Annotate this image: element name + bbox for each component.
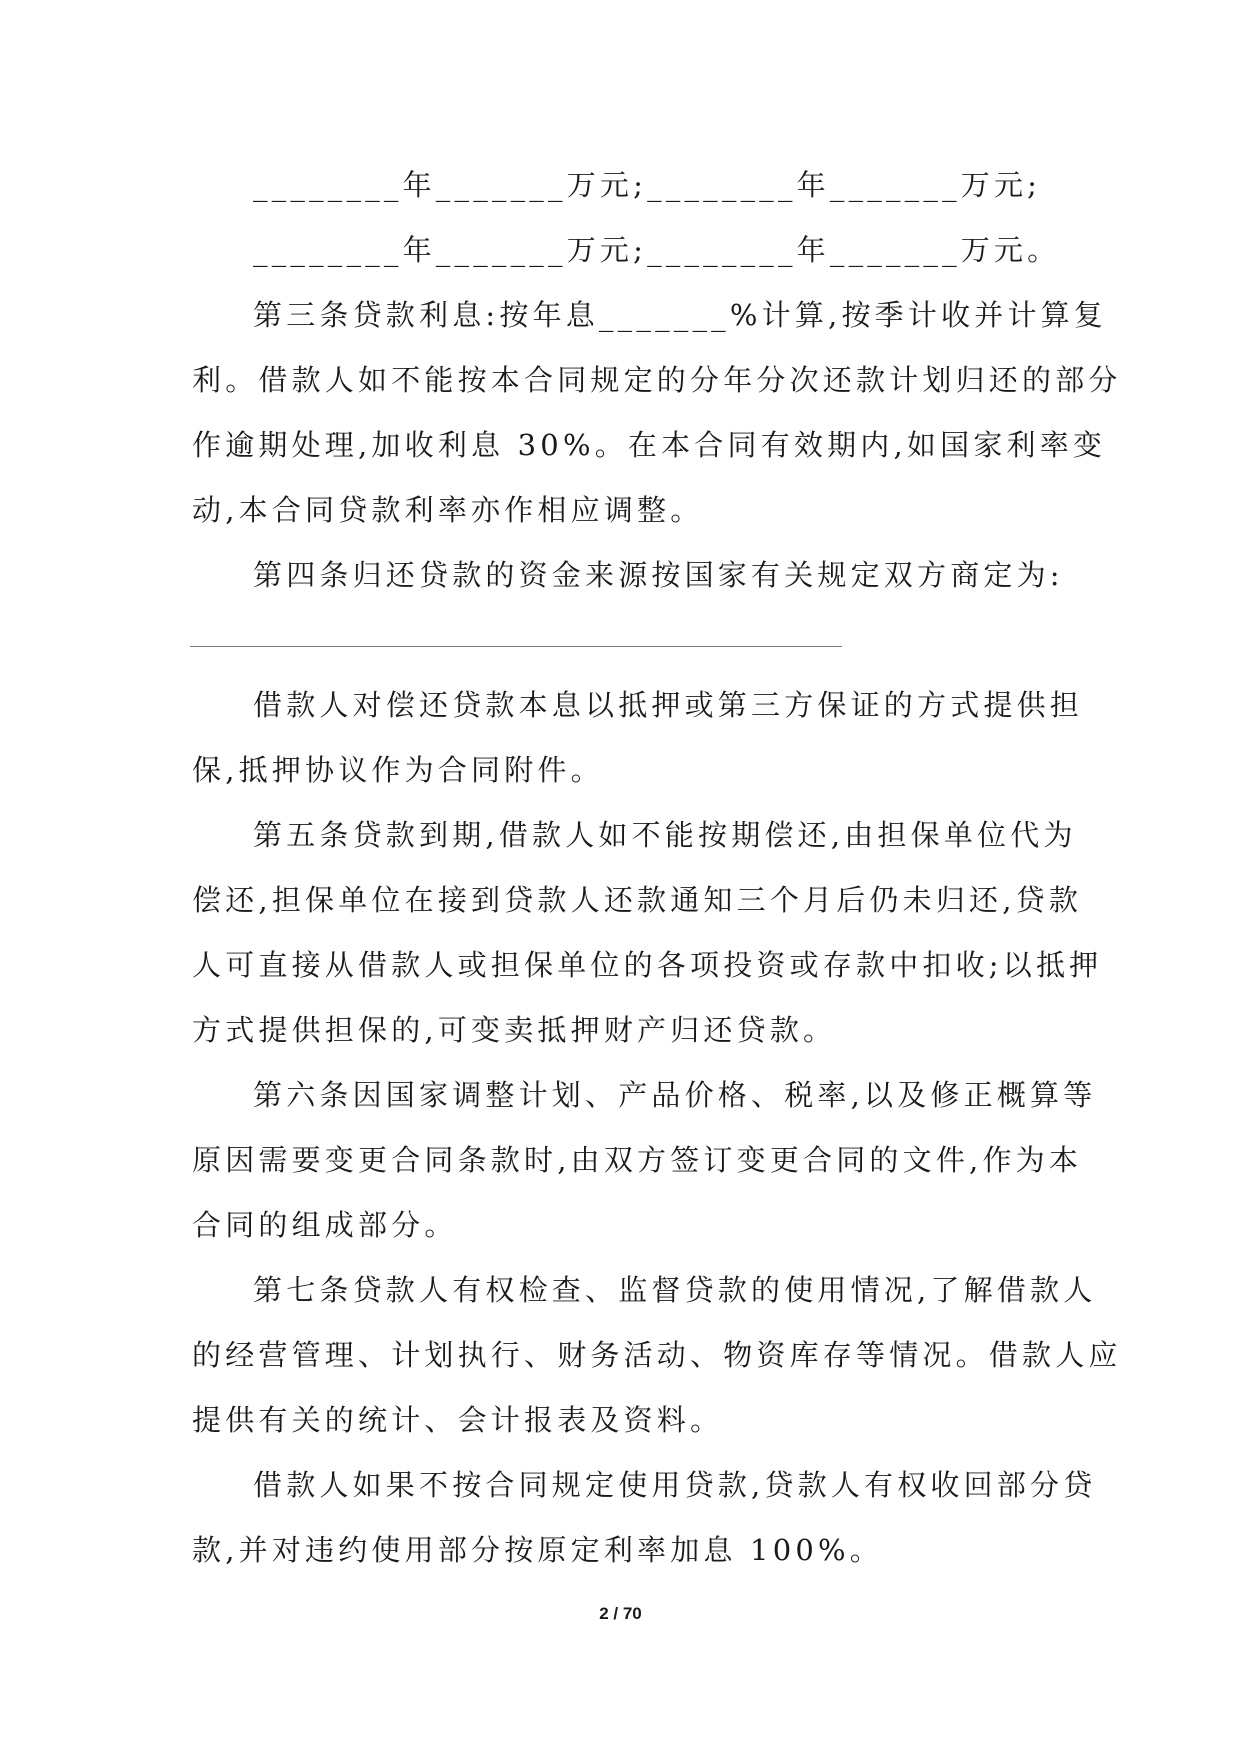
article-3-line-1: 第三条贷款利息:按年息_______%计算,按季计收并计算复 — [253, 298, 1108, 332]
article-6-line-2: 原因需要变更合同条款时,由双方签订变更合同的文件,作为本 — [192, 1143, 1083, 1177]
article-3-line-4: 动,本合同贷款利率亦作相应调整。 — [192, 493, 704, 527]
article-5-line-1: 第五条贷款到期,借款人如不能按期偿还,由担保单位代为 — [253, 818, 1077, 852]
article-5-line-4: 方式提供担保的,可变卖抵押财产归还贷款。 — [192, 1013, 837, 1047]
article-3-line-2: 利。借款人如不能按本合同规定的分年分次还款计划归还的部分 — [192, 363, 1122, 397]
repayment-schedule-line-1: ________年_______万元;________年_______万元; — [253, 168, 1042, 202]
article-7-line-2: 的经营管理、计划执行、财务活动、物资库存等情况。借款人应 — [192, 1338, 1122, 1372]
article-4-line-1: 第四条归还贷款的资金来源按国家有关规定双方商定为: — [253, 558, 1064, 592]
article-7-line-1: 第七条贷款人有权检查、监督贷款的使用情况,了解借款人 — [253, 1273, 1097, 1307]
page-number: 2 / 70 — [599, 1604, 642, 1623]
guarantee-line-1: 借款人对偿还贷款本息以抵押或第三方保证的方式提供担 — [253, 688, 1084, 722]
article-6-line-3: 合同的组成部分。 — [192, 1208, 458, 1242]
guarantee-line-2: 保,抵押协议作为合同附件。 — [192, 753, 604, 787]
article-5-line-3: 人可直接从借款人或担保单位的各项投资或存款中扣收;以抵押 — [192, 948, 1103, 982]
misuse-line-1: 借款人如果不按合同规定使用贷款,贷款人有权收回部分贷 — [253, 1468, 1097, 1502]
article-3-line-3: 作逾期处理,加收利息 30%。在本合同有效期内,如国家利率变 — [192, 428, 1107, 462]
article-6-line-1: 第六条因国家调整计划、产品价格、税率,以及修正概算等 — [253, 1078, 1097, 1112]
article-7-line-3: 提供有关的统计、会计报表及资料。 — [192, 1403, 724, 1437]
article-5-line-2: 偿还,担保单位在接到贷款人还款通知三个月后仍未归还,贷款 — [192, 883, 1083, 917]
misuse-line-2: 款,并对违约使用部分按原定利率加息 100%。 — [192, 1533, 883, 1567]
blank-fill-line — [190, 646, 842, 647]
repayment-schedule-line-2: ________年_______万元;________年_______万元。 — [253, 233, 1061, 267]
